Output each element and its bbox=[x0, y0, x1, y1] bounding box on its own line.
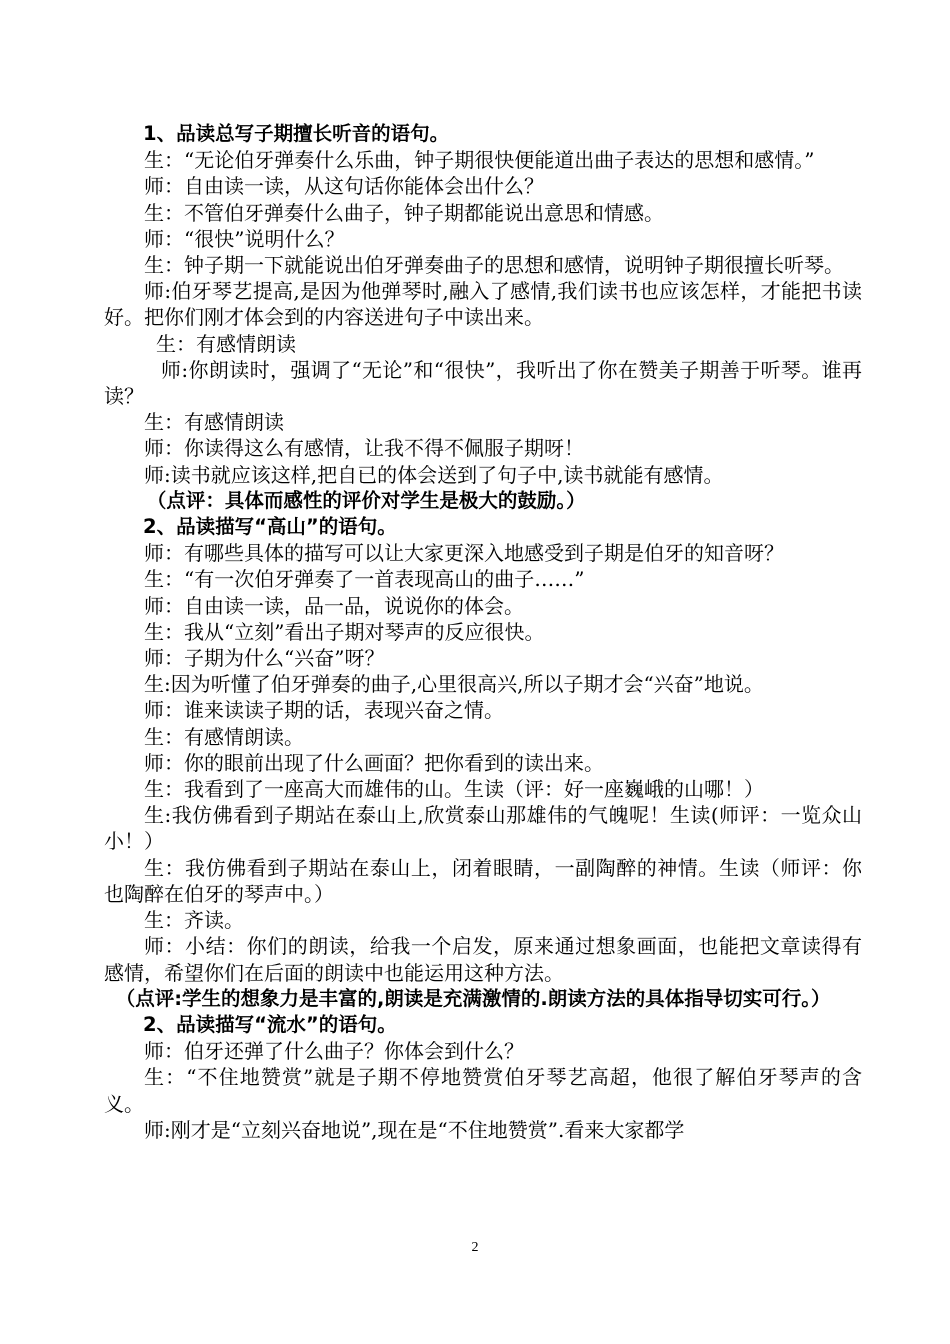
dialogue-paragraph: 生：我看到了一座高大而雄伟的山。生读（评：好一座巍峨的山哪！） bbox=[144, 777, 764, 802]
dialogue-paragraph: 生：“无论伯牙弹奏什么乐曲，钟子期很快便能道出曲子表达的思想和感情。” bbox=[144, 148, 815, 173]
dialogue-paragraph: 师：有哪些具体的描写可以让大家更深入地感受到子期是伯牙的知音呀？ bbox=[144, 541, 784, 566]
dialogue-paragraph: 师：自由读一读，从这句话你能体会出什么？ bbox=[144, 174, 544, 199]
commentary-note: （点评:学生的想象力是丰富的,朗读是充满激情的.朗读方法的具体指导切实可行。） bbox=[115, 986, 831, 1010]
dialogue-paragraph: 生：有感情朗读。 bbox=[144, 724, 304, 749]
dialogue-paragraph: 师：伯牙还弹了什么曲子？你体会到什么？ bbox=[144, 1039, 524, 1064]
section-heading: 1、品读总写子期擅长听音的语句。 bbox=[143, 122, 450, 145]
dialogue-paragraph: 师:读书就应该这样,把自已的体会送到了句子中,读书就能有感情。 bbox=[144, 462, 724, 487]
dialogue-paragraph: 师：你的眼前出现了什么画面？把你看到的读出来。 bbox=[144, 750, 604, 775]
commentary-note: （点评：具体而感性的评价对学生是极大的鼓励。） bbox=[146, 488, 586, 512]
document-body bbox=[104, 121, 862, 1143]
dialogue-paragraph: 生：我从“立刻”看出子期对琴声的反应很快。 bbox=[144, 619, 545, 644]
dialogue-paragraph: 生：齐读。 bbox=[144, 908, 244, 933]
dialogue-paragraph: 生：有感情朗读 bbox=[144, 410, 284, 435]
dialogue-paragraph: 师：子期为什么“兴奋”呀？ bbox=[144, 646, 385, 671]
dialogue-paragraph: 生：“有一次伯牙弹奏了一首表现高山的曲子……” bbox=[144, 567, 585, 592]
dialogue-paragraph: 生：“不住地赞赏”就是子期不停地赞赏伯牙琴艺高超，他很了解伯牙琴声的含义。 bbox=[104, 1065, 862, 1116]
dialogue-paragraph: 生：不管伯牙弹奏什么曲子，钟子期都能说出意思和情感。 bbox=[144, 200, 664, 225]
dialogue-paragraph: 师:刚才是“立刻兴奋地说”,现在是“不住地赞赏”.看来大家都学 bbox=[144, 1117, 685, 1142]
dialogue-paragraph: 生：有感情朗读 bbox=[156, 331, 296, 356]
dialogue-paragraph: 生:我仿佛看到子期站在泰山上,欣赏泰山那雄伟的气魄呢！生读(师评：一览众山小！） bbox=[104, 803, 862, 854]
dialogue-paragraph: 师：小结：你们的朗读，给我一个启发，原来通过想象画面，也能把文章读得有感情，希望你们在后面的朗读中也能运用这种方法。 bbox=[104, 934, 862, 985]
page-number: 2 bbox=[471, 1240, 479, 1255]
dialogue-paragraph: 师:伯牙琴艺提高,是因为他弹琴时,融入了感情,我们读书也应该怎样，才能把书读好。把你们刚才体会到的内容送进句子中读出来。 bbox=[104, 279, 862, 330]
dialogue-paragraph: 师：你读得这么有感情，让我不得不佩服子期呀！ bbox=[144, 436, 584, 461]
dialogue-paragraph: 师:你朗读时，强调了“无论”和“很快”，我听出了你在赞美子期善于听琴。谁再读？ bbox=[104, 357, 862, 409]
dialogue-paragraph: 生：我仿佛看到子期站在泰山上，闭着眼睛，一副陶醉的神情。生读（师评：你也陶醉在伯牙的琴声中。） bbox=[104, 855, 862, 906]
section-heading: 2、品读描写“高山”的语句。 bbox=[143, 515, 397, 539]
dialogue-paragraph: 生：钟子期一下就能说出伯牙弹奏曲子的思想和感情，说明钟子期很擅长听琴。 bbox=[144, 253, 844, 278]
section-heading: 2、品读描写“流水”的语句。 bbox=[143, 1012, 397, 1036]
dialogue-paragraph: 师：“很快”说明什么？ bbox=[144, 226, 345, 251]
dialogue-paragraph: 师：谁来读读子期的话，表现兴奋之情。 bbox=[144, 698, 504, 723]
dialogue-paragraph: 生:因为听懂了伯牙弹奏的曲子,心里很高兴,所以子期才会“兴奋”地说。 bbox=[144, 672, 764, 697]
dialogue-paragraph: 师：自由读一读，品一品，说说你的体会。 bbox=[144, 593, 524, 618]
